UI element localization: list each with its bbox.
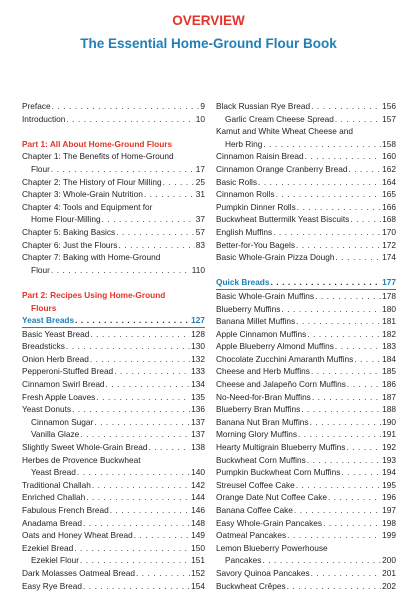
entry-page: 192	[382, 442, 396, 453]
entry-title: Yeast Donuts	[22, 404, 72, 415]
toc-entry[interactable]	[22, 239, 205, 252]
section-page: 177	[382, 277, 396, 288]
dot-leader	[262, 554, 381, 567]
entry-title: Banana Coffee Cake	[216, 505, 293, 515]
entry-page: 151	[191, 555, 205, 566]
part-heading: Part 2: Recipes Using Home-Ground	[22, 289, 166, 300]
entry-title: Preface	[22, 101, 51, 111]
entry-title: Flour	[31, 163, 50, 174]
dot-leader	[90, 353, 190, 366]
entry-title: Herb Ring	[225, 138, 263, 149]
toc-entry[interactable]	[216, 580, 396, 593]
entry-title: Introduction	[22, 113, 66, 124]
dot-leader	[66, 340, 190, 353]
entry-title: Banana Nut Bran Muffins	[216, 416, 309, 427]
entry-page: 160	[382, 151, 396, 162]
dot-leader	[75, 314, 190, 327]
dot-leader	[347, 378, 381, 391]
book-title: The Essential Home-Ground Flour Book	[80, 36, 337, 51]
entry-title[interactable]: Chapter 7: Baking with Home-Ground	[22, 252, 161, 263]
dot-leader	[114, 365, 190, 378]
dot-leader	[258, 176, 381, 189]
section-heading-quick-breads[interactable]	[216, 276, 396, 290]
toc-entry[interactable]	[22, 479, 205, 492]
entry-page: 198	[382, 517, 396, 528]
dot-leader	[296, 239, 381, 252]
part-heading-continued: Flours	[31, 302, 57, 313]
entry-page: 158	[382, 138, 396, 149]
entry-title: Basic Whole-Grain Muffins	[216, 290, 315, 301]
toc-entry[interactable]	[22, 517, 205, 530]
entry-page: 142	[191, 479, 205, 490]
toc-entry[interactable]	[216, 428, 396, 441]
dot-leader	[341, 466, 381, 479]
toc-entry[interactable]	[22, 226, 205, 239]
entry-page: 154	[191, 580, 205, 591]
entry-title: Apple Cinnamon Muffins	[216, 328, 307, 339]
dot-leader	[298, 428, 381, 441]
entry-title: Blueberry Bran Muffins	[216, 404, 301, 415]
toc-entry[interactable]	[216, 466, 396, 479]
entry-page: 196	[382, 492, 396, 503]
dot-leader	[83, 517, 190, 530]
toc-entry[interactable]	[216, 340, 396, 353]
entry-title: Dark Molasses Oatmeal Bread	[22, 567, 135, 578]
dot-leader	[96, 391, 190, 404]
section-title: Yeast Breads	[22, 315, 75, 326]
toc-entry[interactable]	[22, 403, 205, 416]
dot-leader	[80, 554, 190, 567]
entry-page: 201	[382, 567, 396, 578]
entry-title: Hearty Multigrain Blueberry Muffins	[216, 442, 346, 453]
dot-leader	[90, 328, 190, 341]
section-page: 127	[191, 315, 205, 326]
entry-page: 134	[191, 379, 205, 390]
dot-leader	[336, 251, 382, 264]
entry-title: Orange Date Nut Coffee Cake	[216, 492, 327, 503]
toc-entry[interactable]	[22, 328, 205, 341]
toc-entry[interactable]	[22, 428, 205, 441]
toc-entry[interactable]	[22, 353, 205, 366]
entry-page: 197	[382, 505, 396, 515]
dot-leader	[51, 264, 191, 277]
entry-title: Better-for-You Bagels	[216, 239, 296, 250]
entry-page: 137	[191, 429, 205, 440]
toc-entry[interactable]	[22, 567, 205, 580]
entry-title: Easy Whole-Grain Pancakes	[216, 517, 323, 528]
dot-leader	[294, 504, 381, 517]
dot-leader	[136, 567, 190, 580]
entry-page: 57	[195, 226, 205, 237]
entry-page: 184	[382, 353, 396, 364]
entry-title: Blueberry Muffins	[216, 303, 281, 314]
entry-page: 168	[382, 214, 396, 225]
entry-page: 132	[191, 353, 205, 364]
entry-title: Basic Rolls	[216, 176, 258, 187]
dot-leader	[307, 328, 381, 341]
overview-heading: OVERVIEW	[172, 13, 245, 28]
dot-leader	[276, 188, 382, 201]
entry-title: Chapter 6: Just the Flours	[22, 239, 118, 250]
dot-leader	[312, 391, 381, 404]
toc-entry[interactable]	[216, 504, 396, 517]
dot-leader	[305, 150, 382, 163]
entry-title: Pancakes	[225, 555, 262, 566]
entry-page: 83	[195, 239, 205, 250]
entry-page: 9	[200, 101, 205, 111]
dot-leader	[273, 226, 381, 239]
dot-leader	[348, 163, 381, 176]
toc-entry[interactable]	[216, 391, 396, 404]
entry-title: Garlic Cream Cheese Spread	[225, 113, 334, 124]
dot-leader	[297, 201, 381, 214]
entry-title: Cheese and Herb Muffins	[216, 366, 310, 377]
toc-entry[interactable]	[216, 403, 396, 416]
entry-title: Cinnamon Raisin Bread	[216, 151, 304, 162]
toc-entry[interactable]	[22, 466, 205, 479]
entry-page: 185	[382, 366, 396, 377]
entry-page: 140	[191, 467, 205, 478]
dot-leader	[350, 213, 381, 226]
entry-page: 182	[382, 328, 396, 339]
entry-title[interactable]: Chapter 4: Tools and Equipment for	[22, 201, 153, 212]
dot-leader	[287, 580, 382, 593]
toc-entry[interactable]	[216, 454, 396, 467]
toc-entry[interactable]	[216, 567, 396, 580]
dot-leader	[296, 479, 381, 492]
dot-leader	[311, 100, 381, 113]
entry-page: 37	[195, 214, 205, 225]
entry-title[interactable]: Kamut and White Wheat Cheese and	[216, 126, 353, 137]
entry-page: 190	[382, 416, 396, 427]
toc-entry[interactable]	[216, 529, 396, 542]
dot-leader	[66, 113, 194, 126]
entry-page: 187	[382, 391, 396, 402]
entry-page: 172	[382, 239, 396, 250]
dot-leader	[271, 276, 382, 289]
entry-title: Traditional Challah	[22, 479, 91, 490]
toc-entry[interactable]	[22, 213, 205, 226]
dot-leader	[52, 100, 200, 113]
entry-title: Fresh Apple Loaves	[22, 391, 96, 402]
entry-title: Ezekiel Bread	[22, 542, 74, 553]
toc-entry[interactable]	[22, 491, 205, 504]
entry-page: 164	[382, 176, 396, 187]
toc-entry[interactable]	[216, 150, 396, 163]
entry-page: 152	[191, 567, 205, 578]
entry-title: Anadama Bread	[22, 517, 82, 528]
toc-entry[interactable]	[22, 542, 205, 555]
dot-leader	[148, 441, 190, 454]
dot-leader	[311, 365, 381, 378]
dot-leader	[335, 113, 381, 126]
entry-title[interactable]: Herbes de Provence Buckwheat	[22, 454, 141, 465]
toc-entry[interactable]	[22, 529, 205, 542]
dot-leader	[163, 176, 195, 189]
entry-title: Fabulous French Bread	[22, 505, 109, 515]
entry-title: Chapter 3: Whole-Grain Nutrition	[22, 189, 143, 200]
entry-title: Chapter 2: The History of Flour Milling	[22, 176, 162, 187]
toc-entry[interactable]	[216, 176, 396, 189]
entry-page: 183	[382, 341, 396, 352]
toc-entry[interactable]	[216, 554, 396, 567]
entry-page: 156	[382, 101, 396, 111]
entry-page: 137	[191, 416, 205, 427]
entry-title: Cinnamon Rolls	[216, 189, 275, 200]
entry-page: 128	[191, 328, 205, 339]
entry-page: 186	[382, 379, 396, 390]
dot-leader	[74, 542, 190, 555]
toc-entry[interactable]	[216, 239, 396, 252]
entry-title: No-Need-for-Bran Muffins	[216, 391, 311, 402]
entry-title: Black Russian Rye Bread	[216, 101, 311, 111]
entry-page: 165	[382, 189, 396, 200]
toc-entry[interactable]	[22, 100, 205, 113]
toc-entry[interactable]	[216, 491, 396, 504]
dot-leader	[346, 441, 381, 454]
dot-leader	[263, 138, 381, 151]
entry-title: Oatmeal Pancakes	[216, 530, 287, 541]
entry-page: 178	[382, 290, 396, 301]
entry-page: 200	[382, 555, 396, 566]
entry-page: 194	[382, 467, 396, 478]
entry-page: 181	[382, 316, 396, 327]
toc-entry[interactable]	[22, 580, 205, 593]
entry-title: Apple Blueberry Almond Muffins	[216, 341, 334, 352]
entry-title: Banana Millet Muffins	[216, 316, 296, 327]
dot-leader	[323, 517, 381, 530]
entry-title: Chocolate Zucchini Amaranth Muffins	[216, 353, 354, 364]
entry-page: 136	[191, 404, 205, 415]
toc-entry[interactable]	[216, 251, 396, 264]
entry-page: 193	[382, 454, 396, 465]
entry-title: Vanilla Glaze	[31, 429, 80, 440]
dot-leader	[301, 403, 381, 416]
dot-leader	[86, 491, 190, 504]
entry-page: 133	[191, 366, 205, 377]
spacer	[216, 264, 396, 277]
entry-title: Yeast Bread	[31, 467, 76, 478]
entry-title: Buckwheat Buttermilk Yeast Biscuits	[216, 214, 350, 225]
entry-page: 146	[191, 505, 205, 515]
dot-leader	[102, 213, 195, 226]
dot-leader	[72, 403, 190, 416]
toc-entry[interactable]	[22, 441, 205, 454]
entry-page: 188	[382, 404, 396, 415]
entry-title: Cinnamon Orange Cranberry Bread	[216, 163, 348, 174]
dot-leader	[118, 239, 194, 252]
dot-leader	[328, 491, 381, 504]
entry-title: Oats and Honey Wheat Bread	[22, 530, 133, 541]
entry-title: Pepperoni-Stuffed Bread	[22, 366, 114, 377]
entry-page: 157	[382, 113, 396, 124]
entry-page: 25	[195, 176, 205, 187]
toc-entry[interactable]	[216, 213, 396, 226]
section-title: Quick Breads	[216, 277, 270, 288]
entry-page: 180	[382, 303, 396, 314]
toc-entry[interactable]	[216, 290, 396, 303]
dot-leader	[335, 340, 381, 353]
entry-page: 149	[191, 530, 205, 541]
part-heading: Part 1: All About Home-Ground Flours	[22, 138, 173, 149]
dot-leader	[106, 378, 191, 391]
dot-leader	[311, 567, 382, 580]
entry-title: Buckwheat Corn Muffins	[216, 454, 306, 465]
entry-page: 166	[382, 201, 396, 212]
toc-entry[interactable]	[22, 113, 205, 126]
entry-title: Home Flour-Milling	[31, 214, 101, 225]
entry-page: 195	[382, 479, 396, 490]
toc-entry[interactable]	[216, 138, 396, 151]
entry-page: 162	[382, 163, 396, 174]
dot-leader	[310, 416, 382, 429]
dot-leader	[94, 416, 190, 429]
entry-page: 191	[382, 429, 396, 440]
dot-leader	[354, 353, 381, 366]
dot-leader	[296, 315, 381, 328]
entry-title: Slightly Sweet Whole-Grain Bread	[22, 442, 148, 453]
entry-title: Cheese and Jalapeño Corn Muffins	[216, 379, 346, 390]
toc-entry[interactable]	[22, 416, 205, 429]
entry-page: 170	[382, 226, 396, 237]
toc-entry[interactable]	[216, 188, 396, 201]
toc-entry[interactable]	[216, 378, 396, 391]
entry-page: 199	[382, 530, 396, 541]
toc-entry[interactable]	[216, 201, 396, 214]
toc-entry[interactable]	[22, 188, 205, 201]
entry-page: 202	[382, 580, 396, 591]
toc-entry[interactable]	[216, 365, 396, 378]
entry-page: 31	[195, 189, 205, 200]
toc-entry[interactable]	[22, 378, 205, 391]
toc-entry[interactable]	[22, 264, 205, 277]
dot-leader	[77, 466, 190, 479]
dot-leader	[134, 529, 190, 542]
dot-leader	[287, 529, 381, 542]
toc-entry[interactable]	[216, 163, 396, 176]
entry-page: 150	[191, 542, 205, 553]
entry-page: 130	[191, 341, 205, 352]
dot-leader	[80, 428, 190, 441]
dot-leader	[110, 504, 190, 517]
entry-page: 148	[191, 517, 205, 528]
section-heading-yeast-breads[interactable]	[22, 314, 205, 328]
dot-leader	[315, 290, 381, 303]
toc-right-column	[216, 100, 396, 592]
toc-entry[interactable]	[22, 340, 205, 353]
dot-leader	[51, 163, 195, 176]
entry-title: Flour	[31, 264, 50, 275]
spacer	[22, 276, 205, 289]
entry-title: Streusel Coffee Cake	[216, 479, 295, 490]
entry-page: 135	[191, 391, 205, 402]
entry-title: Basic Yeast Bread	[22, 328, 90, 339]
entry-title: Pumpkin Buckwheat Corn Muffins	[216, 467, 341, 478]
entry-title: English Muffins	[216, 226, 273, 237]
toc-entry[interactable]	[22, 176, 205, 189]
toc-entry[interactable]	[216, 303, 396, 316]
dot-leader	[116, 226, 195, 239]
dot-leader	[92, 479, 190, 492]
toc-entry[interactable]	[216, 100, 396, 113]
toc-entry[interactable]	[22, 163, 205, 176]
entry-title: Buckwheat Crêpes	[216, 580, 286, 591]
entry-title: Chapter 5: Baking Basics	[22, 226, 116, 237]
entry-title: Savory Quinoa Pancakes	[216, 567, 310, 578]
entry-page: 144	[191, 492, 205, 503]
dot-leader	[307, 454, 381, 467]
entry-title[interactable]: Chapter 1: The Benefits of Home-Ground	[22, 151, 174, 162]
toc-entry[interactable]	[216, 416, 396, 429]
toc-entry[interactable]	[216, 479, 396, 492]
dot-leader	[281, 303, 381, 316]
toc-entry[interactable]	[216, 226, 396, 239]
entry-title: Onion Herb Bread	[22, 353, 89, 364]
entry-title: Ezekiel Flour	[31, 555, 79, 566]
toc-left-column	[22, 100, 205, 592]
toc-entry[interactable]	[216, 315, 396, 328]
entry-page: 17	[195, 163, 205, 174]
dot-leader	[144, 188, 195, 201]
toc-entry[interactable]	[22, 504, 205, 517]
entry-title: Easy Rye Bread	[22, 580, 82, 591]
entry-title[interactable]: Lemon Blueberry Powerhouse	[216, 542, 328, 553]
toc-entry[interactable]	[22, 554, 205, 567]
toc-entry[interactable]	[22, 365, 205, 378]
entry-title: Pumpkin Dinner Rolls	[216, 201, 296, 212]
entry-page: 110	[191, 264, 205, 275]
toc-entry[interactable]	[216, 328, 396, 341]
entry-page: 10	[195, 113, 205, 124]
entry-page: 174	[382, 252, 396, 263]
toc-entry[interactable]	[216, 353, 396, 366]
entry-title: Basic Whole-Grain Pizza Dough	[216, 252, 335, 263]
toc-entry[interactable]	[216, 113, 396, 126]
toc-entry[interactable]	[216, 517, 396, 530]
entry-page: 138	[191, 442, 205, 453]
entry-title: Enriched Challah	[22, 492, 86, 503]
spacer	[22, 125, 205, 138]
entry-title: Morning Glory Muffins	[216, 429, 297, 440]
entry-title: Breadsticks	[22, 341, 65, 352]
entry-title: Cinnamon Sugar	[31, 416, 94, 427]
entry-title: Cinnamon Swirl Bread	[22, 379, 105, 390]
toc-entry[interactable]	[216, 441, 396, 454]
toc-entry[interactable]	[22, 391, 205, 404]
dot-leader	[83, 580, 190, 593]
